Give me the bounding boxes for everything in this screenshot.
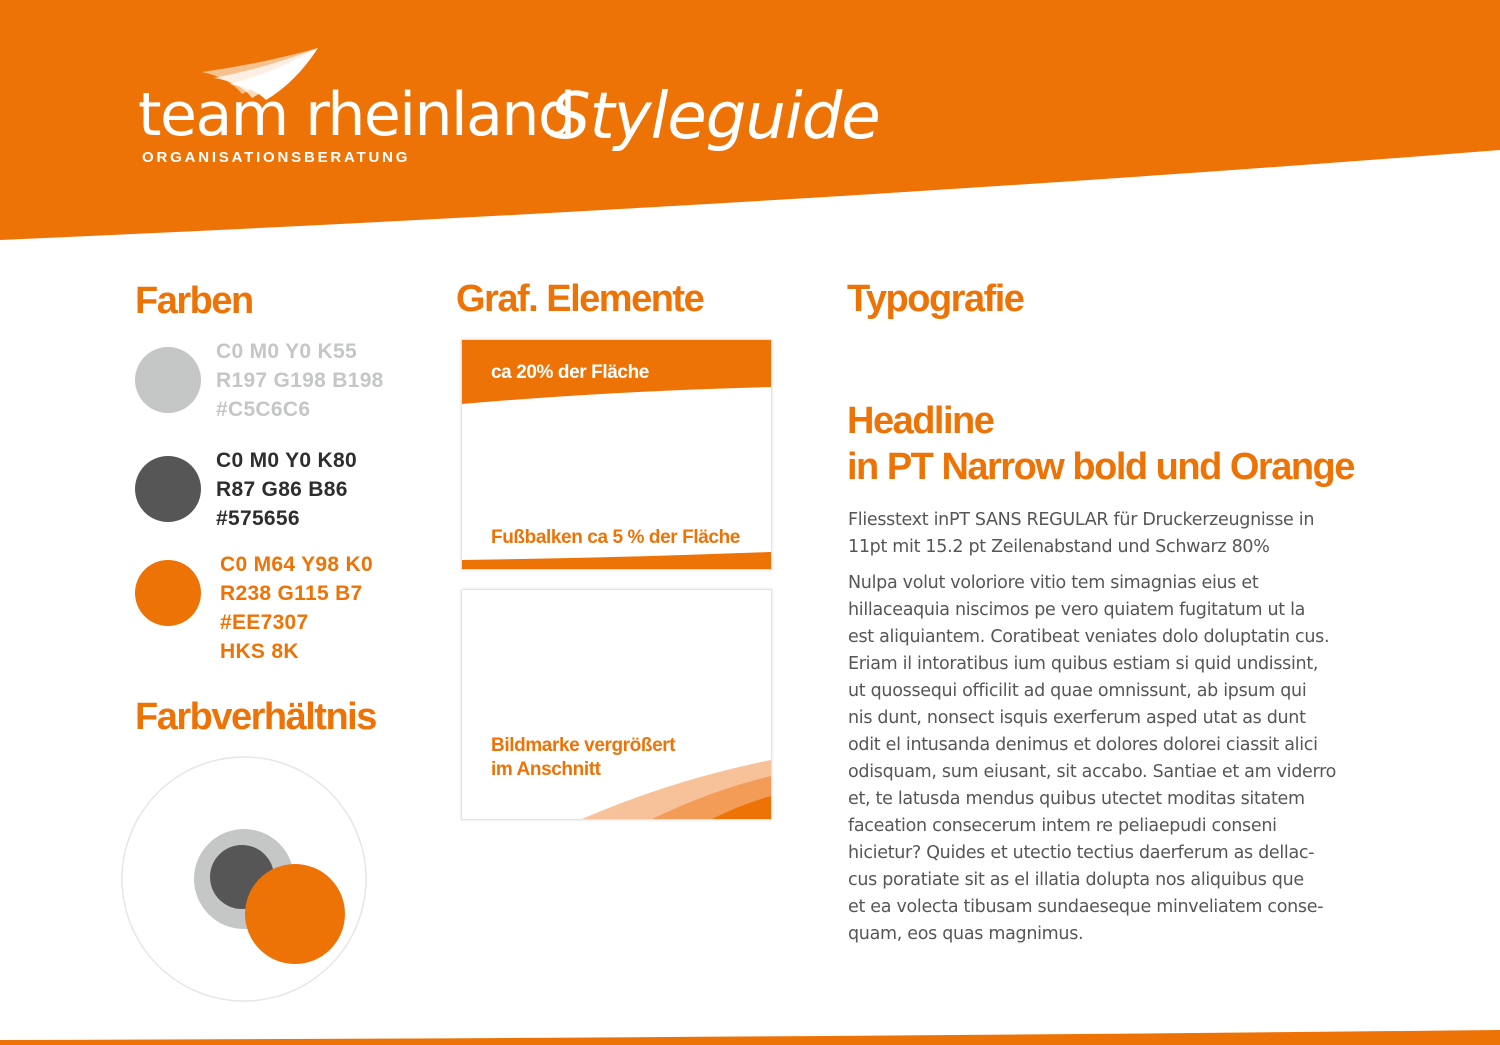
body-text-sample	[848, 570, 1336, 948]
body-line: Eriam il intoratibus ium quibus estiam si quid undissint,	[848, 654, 1319, 674]
footer-bar-label: Fußbalken ca 5 % der Fläche	[491, 527, 740, 548]
color-spec-line: HKS 8K	[220, 640, 299, 663]
font-spec-line: Fliesstext inPT SANS REGULAR für Druckerzeugnisse in	[848, 510, 1315, 530]
color-spec-line: #EE7307	[220, 611, 309, 634]
color-ratio-heading: Farbverhältnis	[135, 696, 376, 738]
font-spec-text	[848, 507, 1314, 561]
body-line: hillaceaquia niscimos pe vero quiatem fugitatum ut la	[848, 600, 1306, 620]
color-ratio-diagram	[120, 755, 370, 1005]
headline-sample	[847, 398, 1354, 490]
body-line: Nulpa volut voloriore vitio tem simagnias eius et	[848, 573, 1259, 593]
body-line: cus poratiate sit as el illatia dolupta nos aliquibus que	[848, 870, 1304, 890]
body-line: odisquam, sum eiusant, sit accabo. Santiae et am viderro	[848, 762, 1337, 782]
body-line: nis dunt, nonsect isquis exerferum asped utat as dunt	[848, 708, 1306, 728]
font-spec-line: 11pt mit 15.2 pt Zeilenabstand und Schwarz 80%	[848, 537, 1270, 557]
body-line: et ea volecta tibusam sundaeseque minveliatem conse-	[848, 897, 1324, 917]
body-line: et, te latusda mendus quibus utectet moditas sitatem	[848, 789, 1305, 809]
brandmark-label-line2: im Anschnitt	[491, 759, 601, 780]
color-spec-line: R197 G198 B198	[216, 369, 384, 392]
graphic-element-card-brandmark	[461, 589, 772, 820]
header-bar-label: ca 20% der Fläche	[491, 362, 649, 383]
light-gray-swatch	[135, 347, 201, 413]
brandmark-label-line1: Bildmarke vergrößert	[491, 735, 676, 756]
color-spec-line: C0 M0 Y0 K55	[216, 340, 357, 363]
orange-swatch	[135, 560, 201, 626]
dark-gray-swatch	[135, 456, 201, 522]
body-line: hicietur? Quides et utectio tectius daerferum as dellac-	[848, 843, 1315, 863]
orange-color-specs	[220, 550, 373, 666]
headline-sample-line1: Headline	[847, 400, 994, 442]
color-spec-line: R238 G115 B7	[220, 582, 363, 605]
body-line: ut quossequi officilit ad quae omnissunt, ab ipsum qui	[848, 681, 1307, 701]
page-title: Styleguide	[550, 80, 880, 154]
footer-bar	[0, 1010, 1500, 1045]
brand-subtitle: ORGANISATIONSBERATUNG	[142, 149, 411, 166]
headline-sample-line2: in PT Narrow bold und Orange	[847, 446, 1354, 488]
color-spec-line: C0 M64 Y98 K0	[220, 553, 373, 576]
dark-gray-color-specs	[216, 446, 357, 533]
brandmark-cropped-graphic	[462, 590, 771, 819]
brand-name: team rheinland	[138, 80, 575, 150]
body-line: quam, eos quas magnimus.	[848, 924, 1084, 944]
light-gray-color-specs	[216, 337, 384, 424]
color-spec-line: C0 M0 Y0 K80	[216, 449, 357, 472]
graphic-element-card-header-footer	[461, 339, 772, 570]
colors-heading: Farben	[135, 280, 253, 322]
body-line: odit el intusanda denimus et dolores dolorei ciassit alici	[848, 735, 1318, 755]
brandmark-label	[491, 734, 675, 782]
body-line: faceation consecerum intem re peliaepudi conseni	[848, 816, 1277, 836]
body-line: est aliquiantem. Coratibeat veniates dolo doluptatin cus.	[848, 627, 1330, 647]
typography-heading: Typografie	[847, 278, 1024, 320]
graphic-elements-heading: Graf. Elemente	[456, 278, 704, 320]
color-spec-line: #575656	[216, 507, 300, 530]
color-spec-line: #C5C6C6	[216, 398, 311, 421]
color-spec-line: R87 G86 B86	[216, 478, 348, 501]
